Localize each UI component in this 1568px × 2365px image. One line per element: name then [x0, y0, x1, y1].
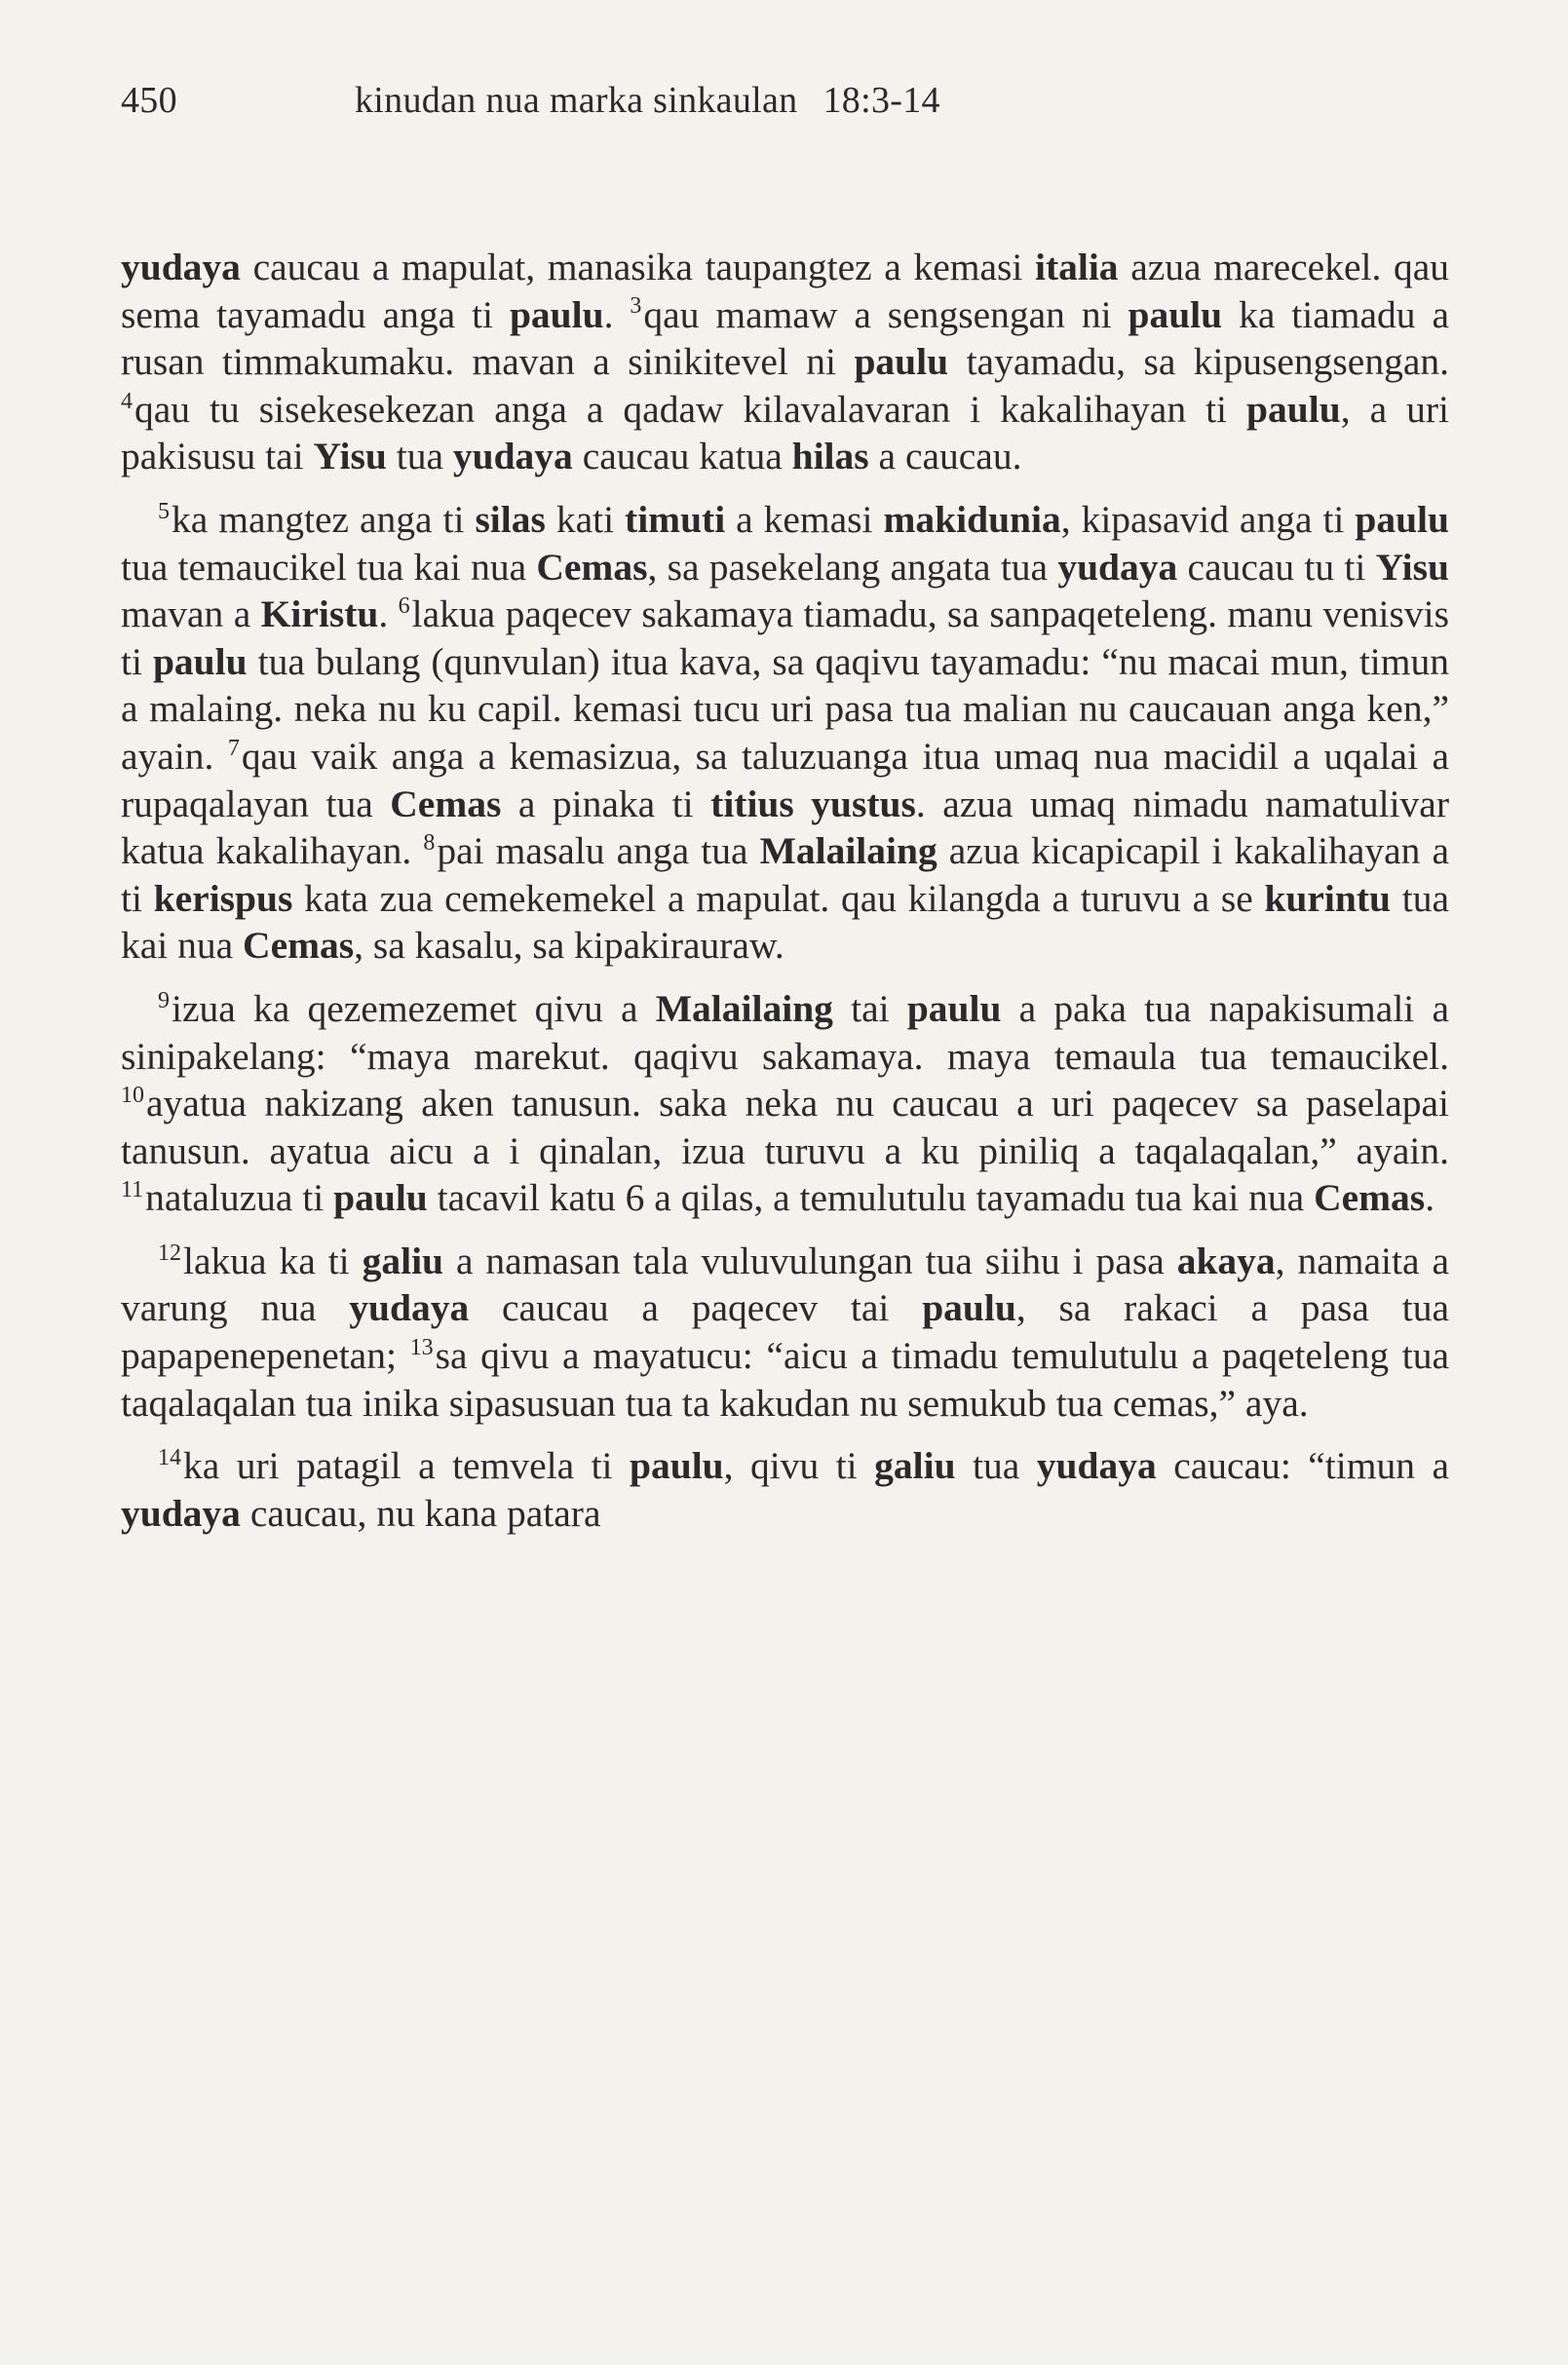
body-text — [121, 244, 1449, 1537]
page-number: 450 — [121, 80, 177, 121]
paragraph: $^9$izua ka qezemezemet qivu a Malailaing tai paulu a paka tua napakisumali a sinipakelang: “maya marekut. qaqivu sakamaya. maya temaula tua temaucikel. $^{10}$ayatua nakizang aken tanusun. saka neka nu caucau a uri paqecev sa paselapai tanusun. ayatua aicu a i qinalan, izua turuvu a ku piniliq a taqalaqalan,” ayain. $^{11}$nataluzua ti paulu tacavil katu 6 a qilas, a temulutulu tayamadu tua kai nua Cemas. — [121, 986, 1450, 1220]
paragraph: $^5$ka mangtez anga ti silas kati timuti a kemasi makidunia, kipasavid anga ti paulu tua temaucikel tua kai nua Cemas, sa pasekelang angata tua yudaya caucau tu ti Yisu mavan a Kiristu. $^6$lakua paqecev sakamaya tiamadu, sa sanpaqeteleng. manu venisvis ti paulu tua bulang (qunvulan) itua kava, sa qaqivu tayamadu: “nu macai mun, timun a malaing. neka nu ku capil. kemasi tucu uri pasa tua malian nu caucauan anga ken,” ayain. $^7$qau vaik anga a kemasizua, sa taluzuanga itua umaq nua macidil a uqalai a rupaqalayan tua Cemas a pinaka ti titius yustus. azua umaq nimadu namatulivar katua kakalihayan. $^8$pai masalu anga tua Malailaing azua kicapicapil i kakalihayan a ti kerispus kata zua cemekemekel a mapulat. qau kilangda a turuvu a se kurintu tua kai nua Cemas, sa kasalu, sa kipakirauraw. — [121, 497, 1450, 968]
paragraph: $^{12}$lakua ka ti galiu a namasan tala vuluvulungan tua siihu i pasa akaya, namaita a varung nua yudaya caucau a paqecev tai paulu, sa rakaci a pasa tua papapenepenetan; $^{13}$sa qivu a mayatucu: “aicu a timadu temulutulu a paqeteleng tua taqalaqalan tua inika sipasusuan tua ta kakudan nu semukub tua cemas,” aya. — [121, 1239, 1449, 1425]
running-head — [121, 78, 1449, 123]
chapter-reference: 18:3-14 — [822, 80, 940, 121]
paragraph: $^{14}$ka uri patagil a temvela ti paulu, qivu ti galiu tua yudaya caucau: “timun a yudaya caucau, nu kana patara — [121, 1444, 1449, 1535]
book-title: kinudan nua marka sinkaulan — [355, 80, 798, 121]
paragraph: yudaya caucau a mapulat, manasika taupangtez a kemasi italia azua marecekel. qau sema tayamadu anga ti paulu. $^3$qau mamaw a sengsengan ni paulu ka tiamadu a rusan timmakumaku. mavan a sinikitevel ni paulu tayamadu, sa kipusengsengan. $^4$qau tu sisekesekezan anga a qadaw kilavalavaran i kakalihayan ti paulu, a uri pakisusu tai Yisu tua yudaya caucau katua hilas a caucau. — [121, 246, 1449, 478]
